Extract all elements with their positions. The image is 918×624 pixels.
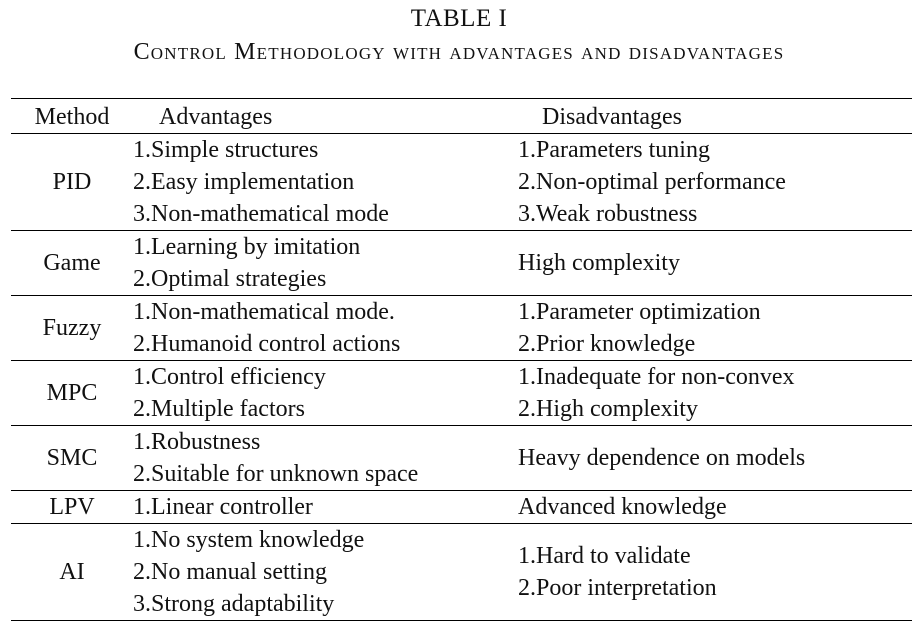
control-methodology-table [11, 98, 912, 621]
table-row [11, 296, 912, 361]
disadvantage-line: Advanced knowledge [518, 494, 727, 520]
advantage-line: 1.Linear controller [133, 494, 313, 520]
disadvantage-line: 2.High complexity [518, 396, 698, 422]
advantages-cell [133, 426, 518, 491]
disadvantage-line: Heavy dependence on models [518, 445, 806, 471]
advantage-line: 2.No manual setting [133, 559, 327, 585]
disadvantages-cell [518, 296, 912, 361]
method-cell: AI [59, 559, 85, 585]
header-disadvantages: Disadvantages [542, 103, 682, 130]
disadvantage-line: 1.Parameter optimization [518, 299, 761, 325]
disadvantage-line: 2.Prior knowledge [518, 331, 696, 357]
table-row [11, 361, 912, 426]
advantage-line: 1.No system knowledge [133, 527, 365, 553]
disadvantage-line: 3.Weak robustness [518, 201, 698, 227]
advantage-line: 2.Optimal strategies [133, 266, 327, 292]
table-row [11, 491, 912, 524]
method-cell: Fuzzy [42, 315, 102, 341]
advantage-line: 3.Strong adaptability [133, 591, 335, 617]
table-row [11, 524, 912, 621]
method-cell: MPC [46, 380, 98, 406]
advantage-line: 1.Non-mathematical mode. [133, 299, 395, 325]
disadvantage-line: 1.Hard to validate [518, 543, 691, 569]
table-caption: Control Methodology with advantages and disadvantages [133, 39, 785, 65]
disadvantages-cell [518, 231, 912, 296]
advantage-line: 2.Suitable for unknown space [133, 461, 419, 487]
disadvantages-cell [518, 134, 912, 231]
disadvantages-cell [518, 361, 912, 426]
disadvantages-cell [518, 426, 912, 491]
disadvantages-cell [518, 491, 912, 524]
advantage-line: 2.Easy implementation [133, 169, 355, 195]
advantage-line: 3.Non-mathematical mode [133, 201, 389, 227]
disadvantages-cell [518, 524, 912, 621]
disadvantage-line: 1.Parameters tuning [518, 137, 710, 163]
disadvantage-line: 1.Inadequate for non-convex [518, 364, 795, 390]
advantages-cell [133, 524, 518, 621]
advantages-cell [133, 134, 518, 231]
table-body [11, 134, 912, 621]
header-method: Method [34, 103, 110, 130]
advantage-line: 2.Multiple factors [133, 396, 305, 422]
method-cell: SMC [46, 445, 98, 471]
method-cell: Game [43, 250, 101, 276]
advantage-line: 1.Control efficiency [133, 364, 326, 390]
advantages-cell [133, 296, 518, 361]
table-label: TABLE I [410, 5, 508, 32]
advantage-line: 2.Humanoid control actions [133, 331, 401, 357]
table-row [11, 134, 912, 231]
advantage-line: 1.Robustness [133, 429, 261, 455]
advantages-cell [133, 361, 518, 426]
advantages-cell [133, 491, 518, 524]
disadvantage-line: 2.Non-optimal performance [518, 169, 786, 195]
table-row [11, 231, 912, 296]
disadvantage-line: High complexity [518, 250, 680, 276]
header-advantages: Advantages [159, 103, 273, 130]
disadvantage-line: 2.Poor interpretation [518, 575, 717, 601]
advantage-line: 1.Learning by imitation [133, 234, 361, 260]
table-header-row [11, 99, 912, 134]
method-cell: PID [52, 169, 92, 195]
advantage-line: 1.Simple structures [133, 137, 319, 163]
method-cell: LPV [49, 494, 95, 520]
advantages-cell [133, 231, 518, 296]
table-row [11, 426, 912, 491]
